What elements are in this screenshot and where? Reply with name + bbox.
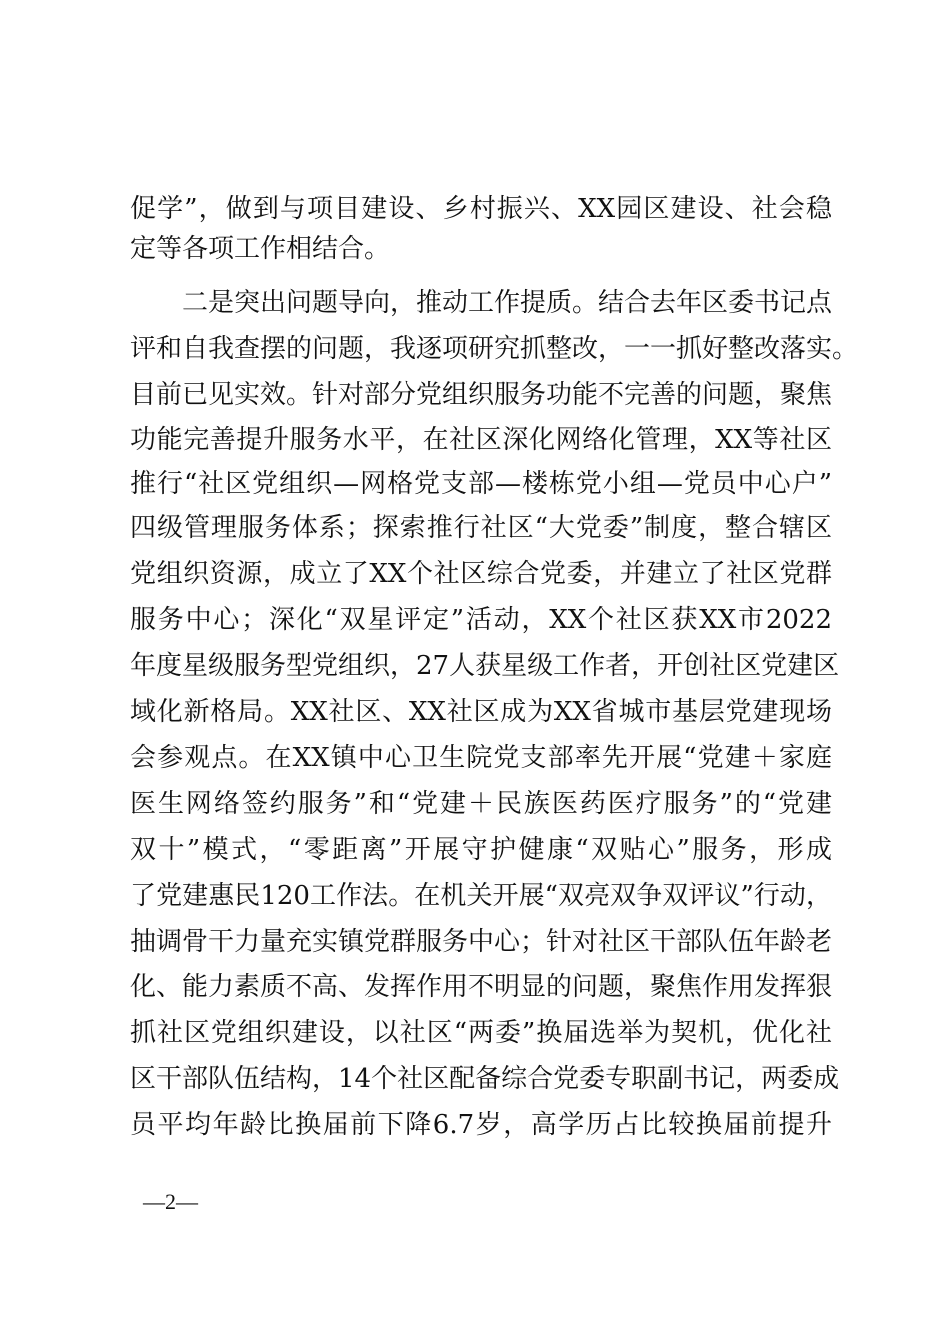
text-line: 服务中心；深化“双星评定”活动，XX个社区获XX市2022 bbox=[130, 605, 832, 635]
page-number: —2— bbox=[143, 1189, 198, 1214]
text-line: 域化新格局。XX社区、XX社区成为XX省城市基层党建现场 bbox=[130, 697, 832, 727]
text-line: 区干部队伍结构，14个社区配备综合党委专职副书记，两委成 bbox=[130, 1064, 840, 1094]
text-line: 二是突出问题导向，推动工作提质。结合去年区委书记点 bbox=[182, 288, 833, 318]
text-line: 员平均年龄比换届前下降6.7岁，高学历占比较换届前提升 bbox=[130, 1110, 832, 1140]
text-line: 评和自我查摆的问题，我逐项研究抓整改，一一抓好整改落实。 bbox=[130, 334, 859, 364]
text-line: 会参观点。在XX镇中心卫生院党支部率先开展“党建＋家庭 bbox=[130, 743, 832, 773]
text-line: 四级管理服务体系；探索推行社区“大党委”制度，整合辖区 bbox=[130, 513, 832, 543]
text-line: 医生网络签约服务”和“党建＋民族医药医疗服务”的“党建 bbox=[130, 789, 832, 819]
text-line: 抓社区党组织建设，以社区“两委”换届选举为契机，优化社 bbox=[130, 1018, 832, 1048]
text-line: 化、能力素质不高、发挥作用不明显的问题，聚焦作用发挥狠 bbox=[130, 972, 833, 1002]
text-line: 抽调骨干力量充实镇党群服务中心；针对社区干部队伍年龄老 bbox=[130, 927, 833, 957]
text-line: 了党建惠民120工作法。在机关开展“双亮双争双评议”行动， bbox=[130, 881, 832, 911]
text-line: 促学”，做到与项目建设、乡村振兴、XX园区建设、社会稳 bbox=[130, 194, 832, 224]
text-line: 年度星级服务型党组织，27人获星级工作者，开创社区党建区 bbox=[130, 651, 840, 681]
text-line: 功能完善提升服务水平，在社区深化网络化管理，XX等社区 bbox=[130, 425, 832, 455]
text-line: 推行“社区党组织—网格党支部—楼栋党小组—党员中心户” bbox=[130, 469, 832, 499]
text-line: 定等各项工作相结合。 bbox=[130, 234, 391, 264]
text-line: 党组织资源，成立了XX个社区综合党委，并建立了社区党群 bbox=[130, 559, 832, 589]
text-line: 双十”模式，“零距离”开展守护健康“双贴心”服务，形成 bbox=[130, 835, 832, 865]
text-line: 目前已见实效。针对部分党组织服务功能不完善的问题，聚焦 bbox=[130, 380, 833, 410]
